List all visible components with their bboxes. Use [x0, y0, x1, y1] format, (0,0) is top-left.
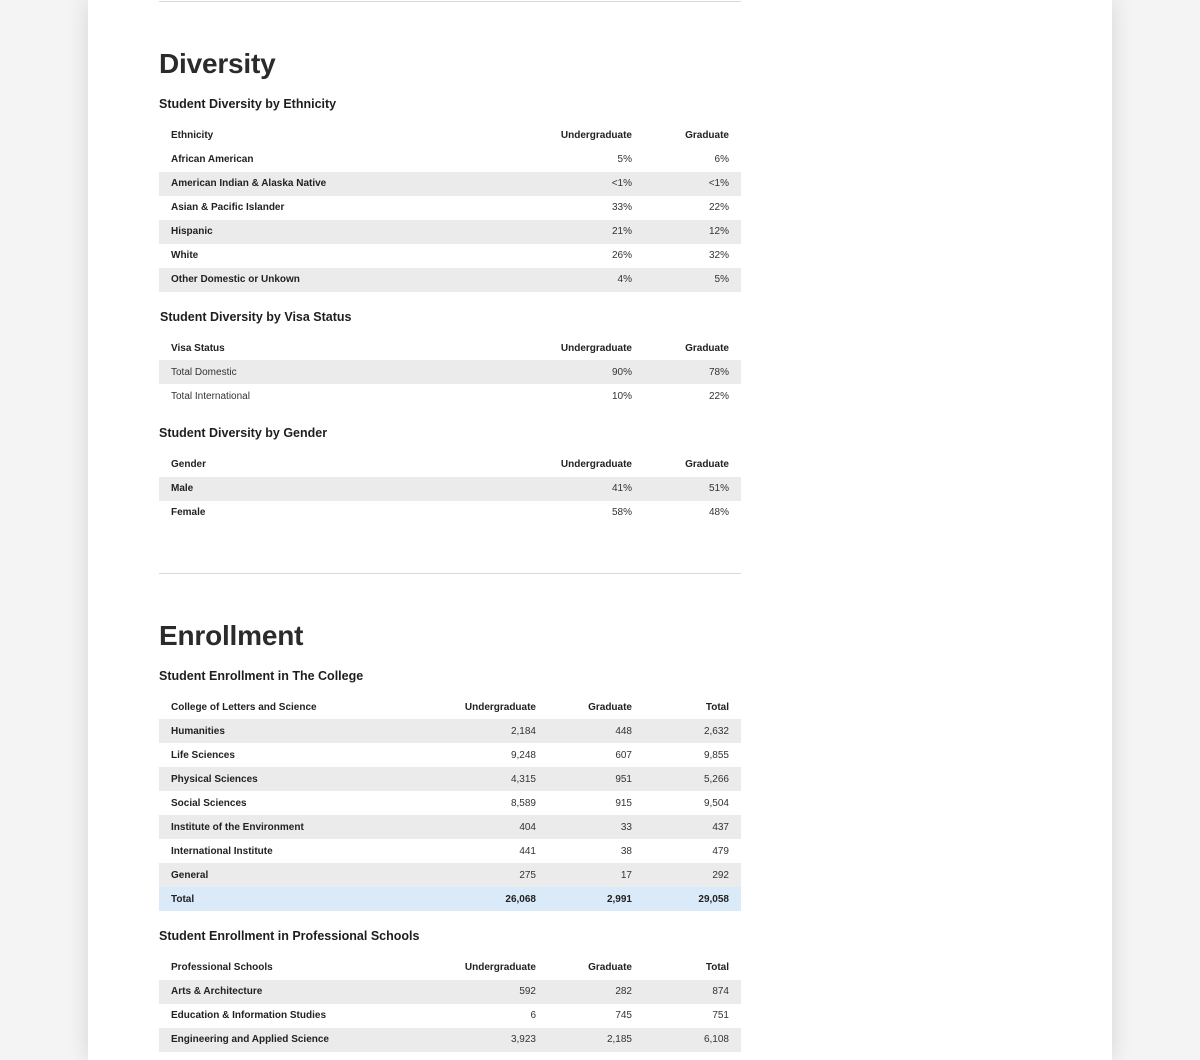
cell-value: 48% [708, 507, 729, 518]
row-label: Social Sciences [171, 797, 247, 809]
row-label: Life Sciences [171, 749, 235, 761]
cell-value: 448 [548, 719, 644, 743]
column-header: Undergraduate [464, 962, 536, 973]
table-total-row [159, 887, 741, 911]
column-header: Graduate [685, 459, 729, 470]
column-header: Undergraduate [560, 342, 632, 354]
cell-value: 751 [712, 1010, 729, 1021]
table-row [159, 1004, 741, 1028]
cell-value: 8,589 [510, 797, 536, 809]
cell-value: 4% [529, 268, 644, 292]
row-label: Female [171, 507, 206, 518]
gender-table [159, 453, 741, 525]
cell-value: 78% [644, 360, 741, 384]
cell-value: 9,855 [703, 749, 729, 761]
cell-value: 292 [644, 863, 741, 887]
table-header-row [159, 453, 741, 477]
column-header: College of Letters and Science [171, 701, 317, 713]
cell-value: 441 [519, 845, 536, 857]
cell-value: 90% [529, 360, 644, 384]
professional-table-title: Student Enrollment in Professional Schools [159, 929, 420, 943]
cell-value: 9,248 [510, 749, 536, 761]
row-label: Humanities [159, 719, 436, 743]
table-row [159, 360, 741, 384]
cell-value: 26,068 [436, 887, 548, 911]
cell-value: 33% [611, 202, 632, 213]
cell-value: 6% [714, 154, 729, 165]
cell-value: 51% [644, 477, 741, 501]
document-page [88, 0, 1112, 1060]
cell-value: 33 [548, 815, 644, 839]
ethnicity-table-title: Student Diversity by Ethnicity [159, 97, 337, 111]
cell-value: 12% [644, 220, 741, 244]
column-header: Total [705, 962, 729, 973]
column-header: Visa Status [171, 342, 225, 354]
cell-value: 282 [548, 980, 644, 1004]
cell-value: 5% [644, 268, 741, 292]
row-label: Arts & Architecture [159, 980, 436, 1004]
cell-value: <1% [644, 172, 741, 196]
table-row [159, 268, 741, 292]
cell-value: 275 [436, 863, 548, 887]
cell-value: 26% [611, 250, 632, 261]
row-label: International Institute [171, 845, 273, 857]
row-label: Total [159, 887, 436, 911]
table-row [159, 501, 741, 525]
section-divider [159, 573, 741, 574]
cell-value: 22% [708, 202, 729, 213]
cell-value: 32% [708, 250, 729, 261]
table-row [159, 384, 741, 408]
table-header-row [159, 695, 741, 719]
diversity-heading: Diversity [159, 48, 276, 79]
cell-value: 874 [644, 980, 741, 1004]
cell-value: 404 [436, 815, 548, 839]
column-header: Graduate [588, 962, 632, 973]
row-label: African American [171, 154, 254, 165]
row-label: Physical Sciences [159, 767, 436, 791]
row-label: Institute of the Environment [159, 815, 436, 839]
cell-value: 58% [611, 507, 632, 518]
table-row [159, 767, 741, 791]
row-label: Total Domestic [159, 360, 529, 384]
table-row [159, 980, 741, 1004]
cell-value: 9,504 [703, 797, 729, 809]
table-header-row [159, 956, 741, 980]
cell-value: 3,923 [436, 1028, 548, 1052]
column-header: Undergraduate [560, 459, 632, 470]
enrollment-heading: Enrollment [159, 619, 304, 651]
column-header: Gender [171, 459, 207, 470]
cell-value: 38 [620, 845, 632, 857]
column-header: Graduate [685, 130, 729, 141]
cell-value: 6 [530, 1010, 536, 1021]
cell-value: 5,266 [644, 767, 741, 791]
table-header-row [159, 124, 741, 148]
cell-value: 4,315 [436, 767, 548, 791]
table-row [159, 863, 741, 887]
column-header: Ethnicity [171, 130, 214, 141]
table-row [159, 148, 741, 172]
table-row [159, 220, 741, 244]
cell-value: 479 [712, 845, 729, 857]
row-label: Asian & Pacific Islander [171, 202, 285, 213]
table-row [159, 815, 741, 839]
cell-value: 592 [436, 980, 548, 1004]
row-label: Education & Information Studies [171, 1010, 327, 1021]
cell-value: 6,108 [644, 1028, 741, 1052]
row-label: Male [159, 477, 529, 501]
column-header: Graduate [588, 701, 632, 713]
row-label: White [171, 250, 199, 261]
column-header: Undergraduate [560, 130, 632, 141]
column-header: Total [705, 701, 729, 713]
row-label: Total International [171, 390, 250, 402]
cell-value: 10% [611, 390, 632, 402]
section-divider [159, 1, 741, 2]
cell-value: 22% [708, 390, 729, 402]
row-label: Hispanic [159, 220, 529, 244]
table-row [159, 244, 741, 268]
column-header: Graduate [685, 342, 729, 354]
gender-table-title: Student Diversity by Gender [159, 426, 328, 440]
cell-value: 915 [615, 797, 632, 809]
table-row [159, 1028, 741, 1052]
table-row [159, 839, 741, 863]
cell-value: 29,058 [644, 887, 741, 911]
cell-value: 5% [617, 154, 632, 165]
table-row [159, 719, 741, 743]
professional-enrollment-table [159, 956, 741, 1052]
table-row [159, 196, 741, 220]
table-row [159, 172, 741, 196]
table-row [159, 743, 741, 767]
table-row [159, 791, 741, 815]
row-label: General [159, 863, 436, 887]
cell-value: 17 [548, 863, 644, 887]
college-table-title: Student Enrollment in The College [159, 668, 364, 683]
cell-value: 2,632 [644, 719, 741, 743]
college-enrollment-table [159, 695, 741, 911]
cell-value: 607 [615, 749, 632, 761]
cell-value: 437 [644, 815, 741, 839]
table-row [159, 477, 741, 501]
cell-value: 2,991 [548, 887, 644, 911]
cell-value: <1% [529, 172, 644, 196]
cell-value: 41% [529, 477, 644, 501]
ethnicity-table [159, 124, 741, 292]
table-header-row [159, 336, 741, 360]
row-label: Engineering and Applied Science [159, 1028, 436, 1052]
cell-value: 951 [548, 767, 644, 791]
column-header: Undergraduate [464, 701, 536, 713]
cell-value: 21% [529, 220, 644, 244]
visa-table [159, 336, 741, 408]
cell-value: 745 [615, 1010, 632, 1021]
row-label: Other Domestic or Unkown [159, 268, 529, 292]
row-label: American Indian & Alaska Native [159, 172, 529, 196]
visa-table-title: Student Diversity by Visa Status [160, 309, 352, 324]
cell-value: 2,185 [548, 1028, 644, 1052]
cell-value: 2,184 [436, 719, 548, 743]
column-header: Professional Schools [171, 962, 273, 973]
page-content [159, 0, 741, 1052]
